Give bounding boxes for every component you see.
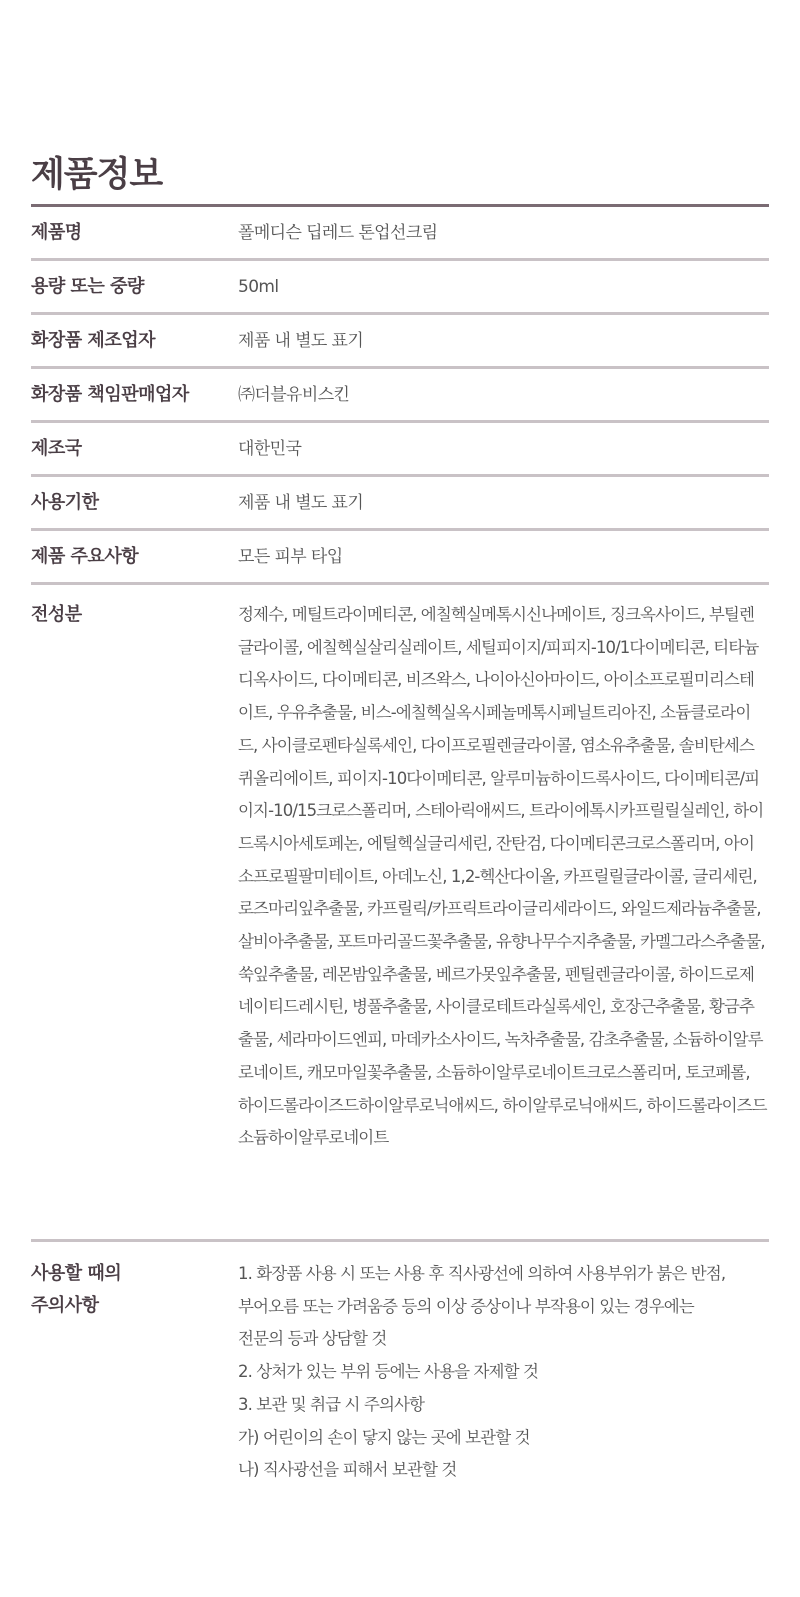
info-row-country <box>31 423 769 477</box>
info-row-distributor <box>31 369 769 423</box>
row-value: 제품 내 별도 표기 <box>238 330 364 351</box>
info-row-main-features <box>31 531 769 585</box>
row-value: 50ml <box>238 276 279 297</box>
row-label: 전성분 <box>31 604 82 625</box>
row-label: 화장품 책임판매업자 <box>31 383 189 405</box>
row-label: 사용기한 <box>31 491 99 513</box>
info-row-ingredients <box>31 585 769 1242</box>
info-row-caution <box>31 1242 769 1499</box>
caution-item: 부어오름 또는 가려움증 등의 이상 증상이나 부작용이 있는 경우에는 <box>238 1296 694 1316</box>
info-row-product-name <box>31 207 769 261</box>
row-value: 폴메디슨 딥레드 톤업선크림 <box>238 222 438 243</box>
row-label: 제품 주요사항 <box>31 545 139 567</box>
caution-label-line: 사용할 때의 <box>31 1263 122 1284</box>
info-row-volume <box>31 261 769 315</box>
info-row-manufacturer <box>31 315 769 369</box>
caution-item: 가) 어린이의 손이 닿지 않는 곳에 보관할 것 <box>238 1427 530 1447</box>
row-label: 화장품 제조업자 <box>31 329 155 351</box>
caution-label-line: 주의사항 <box>31 1295 99 1316</box>
info-row-expiry <box>31 477 769 531</box>
page-title: 제품정보 <box>31 155 163 195</box>
row-value: 대한민국 <box>238 438 302 459</box>
caution-item: 전문의 등과 상담할 것 <box>238 1329 387 1349</box>
row-value: 모든 피부 타입 <box>238 546 343 567</box>
row-label <box>31 1258 238 1487</box>
caution-item: 1. 화장품 사용 시 또는 사용 후 직사광선에 의하여 사용부위가 붉은 반점, <box>238 1264 726 1283</box>
row-label: 제조국 <box>31 437 82 459</box>
row-value: ㈜더블유비스킨 <box>238 384 350 405</box>
caution-item: 2. 상처가 있는 부위 등에는 사용을 자제할 것 <box>238 1362 539 1382</box>
caution-list <box>238 1258 769 1487</box>
caution-item: 3. 보관 및 취급 시 주의사항 <box>238 1394 425 1414</box>
row-label: 제품명 <box>31 221 82 243</box>
caution-item: 나) 직사광선을 피해서 보관할 것 <box>238 1460 457 1480</box>
row-value: 제품 내 별도 표기 <box>238 492 364 513</box>
row-label: 용량 또는 중량 <box>31 275 144 297</box>
ingredients-list: 정제수, 메틸트라이메티콘, 에칠헥실메톡시신나메이트, 징크옥사이드, 부틸렌글라이콜, 에칠헥실살리실레이트, 세틸피이지/피피지-10/1다이메티콘, 티타늄디옥사이드, 다이메티콘, 비즈왁스, 나이아신아마이드, 아이소프로필미리스테이트, 우유추출물, 비스-에칠헥실옥시페놀메톡시페닐트리아진, 소듐클로라이드, 사이클로펜타실록세인, 다이프로필렌글라이콜, 염소유추출물, 솔비탄세스퀴올리에이트, 피이지-10다이메티콘, 알루미늄하이드록사이드, 다이메티콘/피이지-10/15크로스폴리머, 스테아릭애씨드, 트라이에톡시카프릴릴실레인, 하이드록시아세토페논, 에틸헥실글리세린, 잔탄검, 다이메티콘크로스폴리머, 아이소프로필팔미테이트, 아데노신, 1,2-헥산다이올, 카프릴릴글라이콜, 글리세린, 로즈마리잎추출물, 카프릴릭/카프릭트라이글리세라이드, 와일드제라늄추출물, 살비아추출물, 포트마리골드꽃추출물, 유향나무수지추출물, 카멜그라스추출물, 쑥잎추출물, 레몬밤잎추출물, 베르가못잎추출물, 펜틸렌글라이콜, 하이드로제네이티드레시틴, 병풀추출물, 사이클로테트라실록세인, 호장근추출물, 황금추출물, 세라마이드엔피, 마데카소사이드, 녹차추출물, 감초추출물, 소듐하이알루로네이트, 캐모마일꽃추출물, 소듐하이알루로네이트크로스폴리머, 토코페롤, 하이드롤라이즈드하이알루로닉애씨드, 하이알루로닉애씨드, 하이드롤라이즈드소듐하이알루로네이트 <box>238 605 767 1148</box>
